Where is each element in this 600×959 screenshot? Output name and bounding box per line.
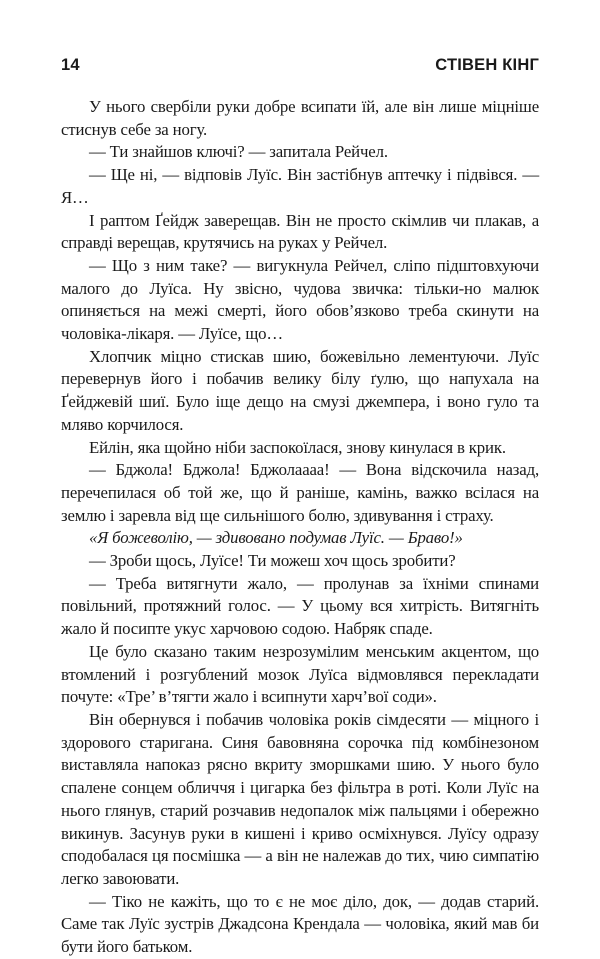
italic-thought-paragraph: «Я божеволію, — здивовано подумав Луїс. — Браво!» bbox=[89, 528, 463, 548]
paragraph: Хлопчик міцно стискав шию, божевільно лементуючи. Луїс перевернув його і побачив велику білу ґулю, що напухала на Ґейджевій шиї. Було іще дещо на смузі джемпера, і воно гуло та мляво корчилося. bbox=[61, 346, 539, 434]
paragraph: Він обернувся і побачив чоловіка років сімдесяти — міцного і здорового старигана. Синя бавовняна сорочка під комбінезоном виставляла напоказ рясно вкриту зморшками шию. У нього було спалене сонцем обличчя і цигарка без фільтра в роті. Коли Луїс на нього глянув, старий розчавив недопалок між пальцями і обережно викинув. Засунув руки в кишені і криво осміхнувся. Луїсу одразу сподобалася ця посмішка — а він не належав до тих, чию симпатію легко завоювати. bbox=[61, 709, 539, 888]
running-header bbox=[61, 56, 539, 82]
paragraph: — Тіко не кажіть, що то є не моє діло, док, — додав старий. Саме так Луїс зустрів Джадсона Крендала — чоловіка, який мав би бути його батьком. bbox=[61, 891, 539, 957]
paragraph: — Ти знайшов ключі? — запитала Рейчел. bbox=[89, 142, 388, 162]
paragraph: Це було сказано таким незрозумілим менським акцентом, що втомлений і розгублений мозок Луїса відмовлявся перекладати почуте: «Тре’ в’тягти жало і всипнути харч’вої соди». bbox=[61, 641, 539, 707]
paragraph: — Зроби щось, Луїсе! Ти можеш хоч щось зробити? bbox=[89, 551, 456, 571]
paragraph: — Що з ним таке? — вигукнула Рейчел, сліпо підштовхуючи малого до Луїса. Ну звісно, чудова звичка: тільки-но малюк опиняється на межі смерті, його обов’язково треба скинути на чоловіка-лікаря. — Луїсе, що… bbox=[61, 255, 539, 344]
paragraph: — Бджола! Бджола! Бджолаааа! — Вона відскочила назад, перечепилася об той же, що й раніше, камінь, важко всілася на землю і заревла від ще сильнішого болю, здивування і страху. bbox=[61, 460, 539, 525]
page-number: 14 bbox=[61, 56, 80, 74]
paragraph: У нього свербіли руки добре всипати їй, але він лише міцніше стиснув себе за ногу. bbox=[61, 97, 539, 139]
paragraph: І раптом Ґейдж заверещав. Він не просто скімлив чи плакав, а справді верещав, крутячись на руках у Рейчел. bbox=[61, 210, 539, 253]
running-header-author: СТІВЕН КІНГ bbox=[435, 56, 539, 74]
body-text bbox=[61, 96, 539, 959]
paragraph: — Треба витягнути жало, — пролунав за їхніми спинами повільний, протяжний голос. — У цьому вся хитрість. Витягніть жало й посипте укус харчовою содою. Набряк спаде. bbox=[61, 573, 539, 639]
paragraph: — Ще ні, — відповів Луїс. Він застібнув аптечку і підвівся. — Я… bbox=[61, 165, 539, 207]
paragraph: Ейлін, яка щойно ніби заспокоїлася, знову кинулася в крик. bbox=[89, 437, 506, 457]
